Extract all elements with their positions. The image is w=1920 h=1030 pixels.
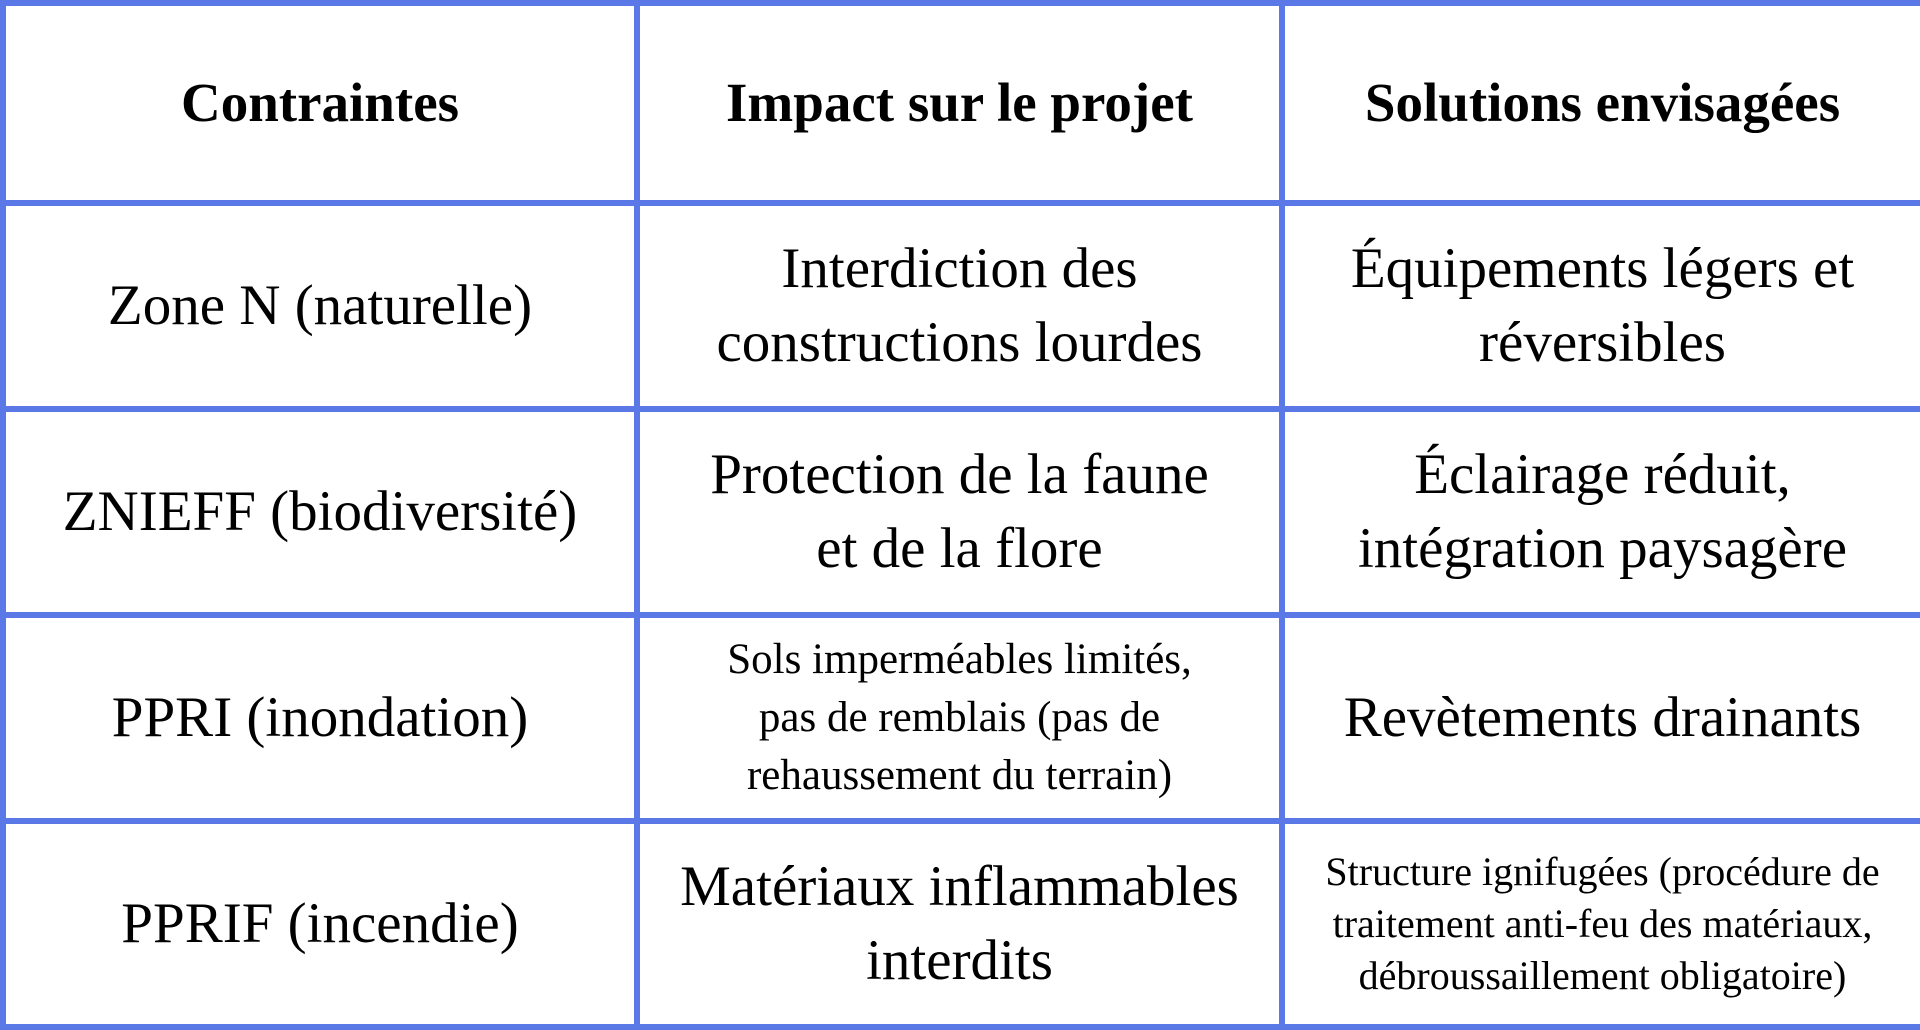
cell-impact: Sols imperméables limités, pas de remblais (pas de rehaussement du terrain) xyxy=(637,615,1282,821)
table-row xyxy=(3,203,1920,409)
cell-impact: Protection de la faune et de la flore xyxy=(637,409,1282,615)
cell-constraint: PPRI (inondation) xyxy=(3,615,637,821)
table-row xyxy=(3,821,1920,1027)
table-header-row xyxy=(3,3,1920,203)
cell-solution: Structure ignifugées (procédure de traitement anti-feu des matériaux, débroussaillement obligatoire) xyxy=(1282,821,1920,1027)
header-constraints: Contraintes xyxy=(3,3,637,203)
header-solutions: Solutions envisagées xyxy=(1282,3,1920,203)
table-row xyxy=(3,615,1920,821)
cell-impact: Interdiction des constructions lourdes xyxy=(637,203,1282,409)
cell-solution: Éclairage réduit, intégration paysagère xyxy=(1282,409,1920,615)
cell-constraint: PPRIF (incendie) xyxy=(3,821,637,1027)
cell-constraint: Zone N (naturelle) xyxy=(3,203,637,409)
cell-solution: Équipements légers et réversibles xyxy=(1282,203,1920,409)
cell-constraint: ZNIEFF (biodiversité) xyxy=(3,409,637,615)
header-impact: Impact sur le projet xyxy=(637,3,1282,203)
cell-solution: Revètements drainants xyxy=(1282,615,1920,821)
table-row xyxy=(3,409,1920,615)
cell-impact: Matériaux inflammables interdits xyxy=(637,821,1282,1027)
